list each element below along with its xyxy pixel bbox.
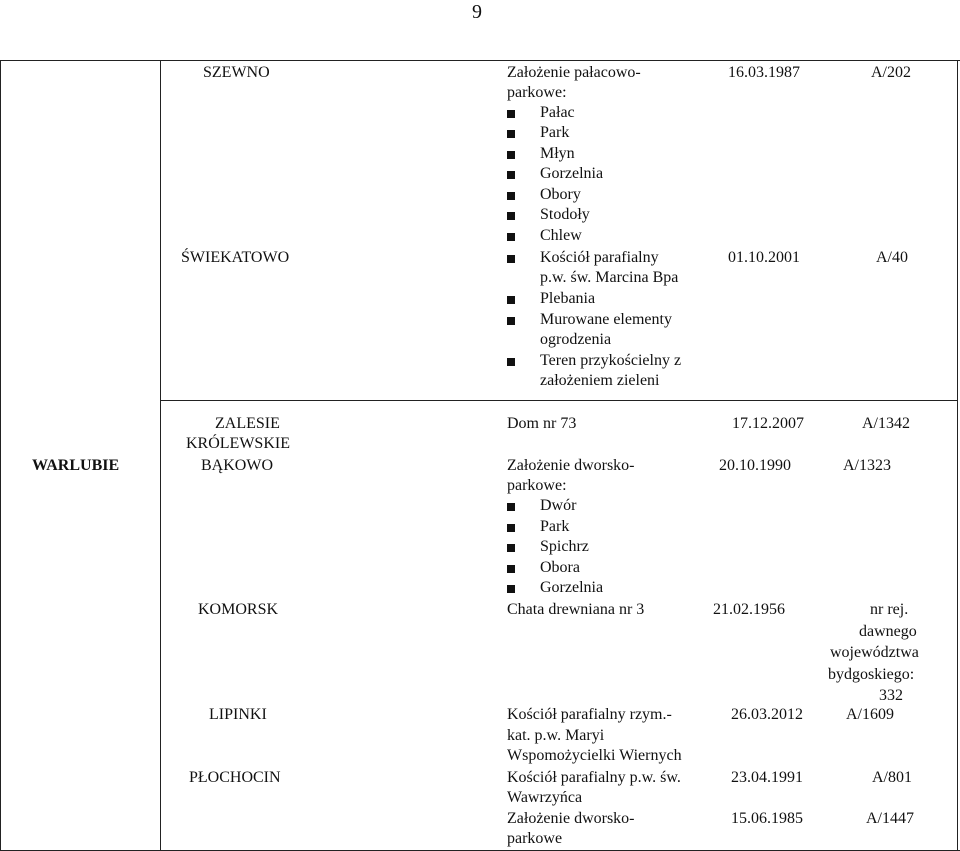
object-item: Pałac — [540, 104, 575, 121]
object-item: Młyn — [540, 145, 575, 162]
bullet-icon — [507, 151, 515, 159]
object-item: Spichrz — [540, 538, 589, 555]
object-intro: parkowe: — [507, 477, 567, 494]
object-item: Kościół parafialny — [540, 249, 659, 266]
bullet-icon — [507, 255, 515, 263]
register-number: A/40 — [876, 249, 908, 266]
register-number: województwa — [830, 644, 919, 661]
object-item: Teren przykościelny z — [540, 352, 682, 369]
page-number: 9 — [472, 1, 482, 23]
object-name: Kościół parafialny rzym.- — [507, 706, 672, 723]
bullet-icon — [507, 317, 515, 325]
object-name: parkowe — [507, 830, 563, 847]
bullet-icon — [507, 296, 515, 304]
bullet-icon — [507, 192, 515, 200]
register-number: A/1609 — [846, 706, 894, 723]
entry-date: 15.06.1985 — [731, 810, 803, 827]
entry-date: 23.04.1991 — [731, 769, 803, 786]
row-divider — [160, 400, 957, 401]
object-item: Plebania — [540, 290, 596, 307]
object-name: Wawrzyńca — [507, 789, 583, 806]
object-name: Założenie dworsko- — [507, 810, 635, 827]
object-item: Chlew — [540, 227, 582, 244]
object-item: Park — [540, 124, 570, 141]
object-name: kat. p.w. Maryi — [507, 727, 605, 744]
bullet-icon — [507, 503, 515, 511]
object-item: Dwór — [540, 497, 577, 514]
table-border-right — [957, 60, 958, 851]
object-intro: Założenie dworsko- — [507, 457, 635, 474]
bullet-icon — [507, 130, 515, 138]
locality-name: ŚWIEKATOWO — [181, 249, 290, 266]
locality-name: PŁOCHOCIN — [189, 769, 281, 786]
register-number: A/202 — [871, 64, 911, 81]
table-border-left — [0, 60, 1, 851]
bullet-icon — [507, 212, 515, 220]
bullet-icon — [507, 110, 515, 118]
register-number: bydgoskiego: — [828, 666, 915, 683]
object-intro: parkowe: — [507, 84, 567, 101]
object-item: Gorzelnia — [540, 165, 604, 182]
register-number: nr rej. — [870, 601, 909, 618]
object-item: założeniem zieleni — [540, 372, 660, 389]
object-item: Obory — [540, 186, 581, 203]
table-border-top — [0, 60, 960, 61]
gmina-column-divider — [160, 60, 161, 851]
entry-date: 20.10.1990 — [719, 457, 791, 474]
bullet-icon — [507, 171, 515, 179]
object-name: Kościół parafialny p.w. św. — [507, 769, 681, 786]
object-item: p.w. św. Marcina Bpa — [540, 269, 679, 286]
register-number: 332 — [879, 687, 903, 704]
bullet-icon — [507, 358, 515, 366]
locality-name: KOMORSK — [198, 601, 279, 618]
register-number: dawnego — [859, 623, 917, 640]
object-item: Murowane elementy — [540, 311, 672, 328]
register-number: A/1447 — [866, 810, 914, 827]
register-number: A/1342 — [862, 415, 910, 432]
entry-date: 16.03.1987 — [728, 64, 800, 81]
object-item: Obora — [540, 559, 580, 576]
object-item: Stodoły — [540, 206, 590, 223]
bullet-icon — [507, 544, 515, 552]
object-name: Chata drewniana nr 3 — [507, 601, 645, 618]
locality-name: KRÓLEWSKIE — [186, 435, 290, 452]
register-number: A/801 — [872, 769, 912, 786]
object-item: ogrodzenia — [540, 331, 612, 348]
object-name: Dom nr 73 — [507, 415, 577, 432]
object-item: Gorzelnia — [540, 579, 604, 596]
object-name: Wspomożycielki Wiernych — [507, 747, 682, 764]
entry-date: 26.03.2012 — [731, 706, 803, 723]
bullet-icon — [507, 524, 515, 532]
locality-name: SZEWNO — [203, 64, 270, 81]
bullet-icon — [507, 233, 515, 241]
register-number: A/1323 — [843, 457, 891, 474]
entry-date: 21.02.1956 — [713, 601, 785, 618]
object-item: Park — [540, 518, 570, 535]
locality-name: BĄKOWO — [201, 457, 273, 474]
bullet-icon — [507, 585, 515, 593]
locality-name: LIPINKI — [209, 706, 267, 723]
gmina-label: WARLUBIE — [32, 457, 120, 474]
object-intro: Założenie pałacowo- — [507, 64, 641, 81]
bullet-icon — [507, 565, 515, 573]
locality-name: ZALESIE — [215, 415, 280, 432]
entry-date: 17.12.2007 — [732, 415, 804, 432]
entry-date: 01.10.2001 — [728, 249, 800, 266]
